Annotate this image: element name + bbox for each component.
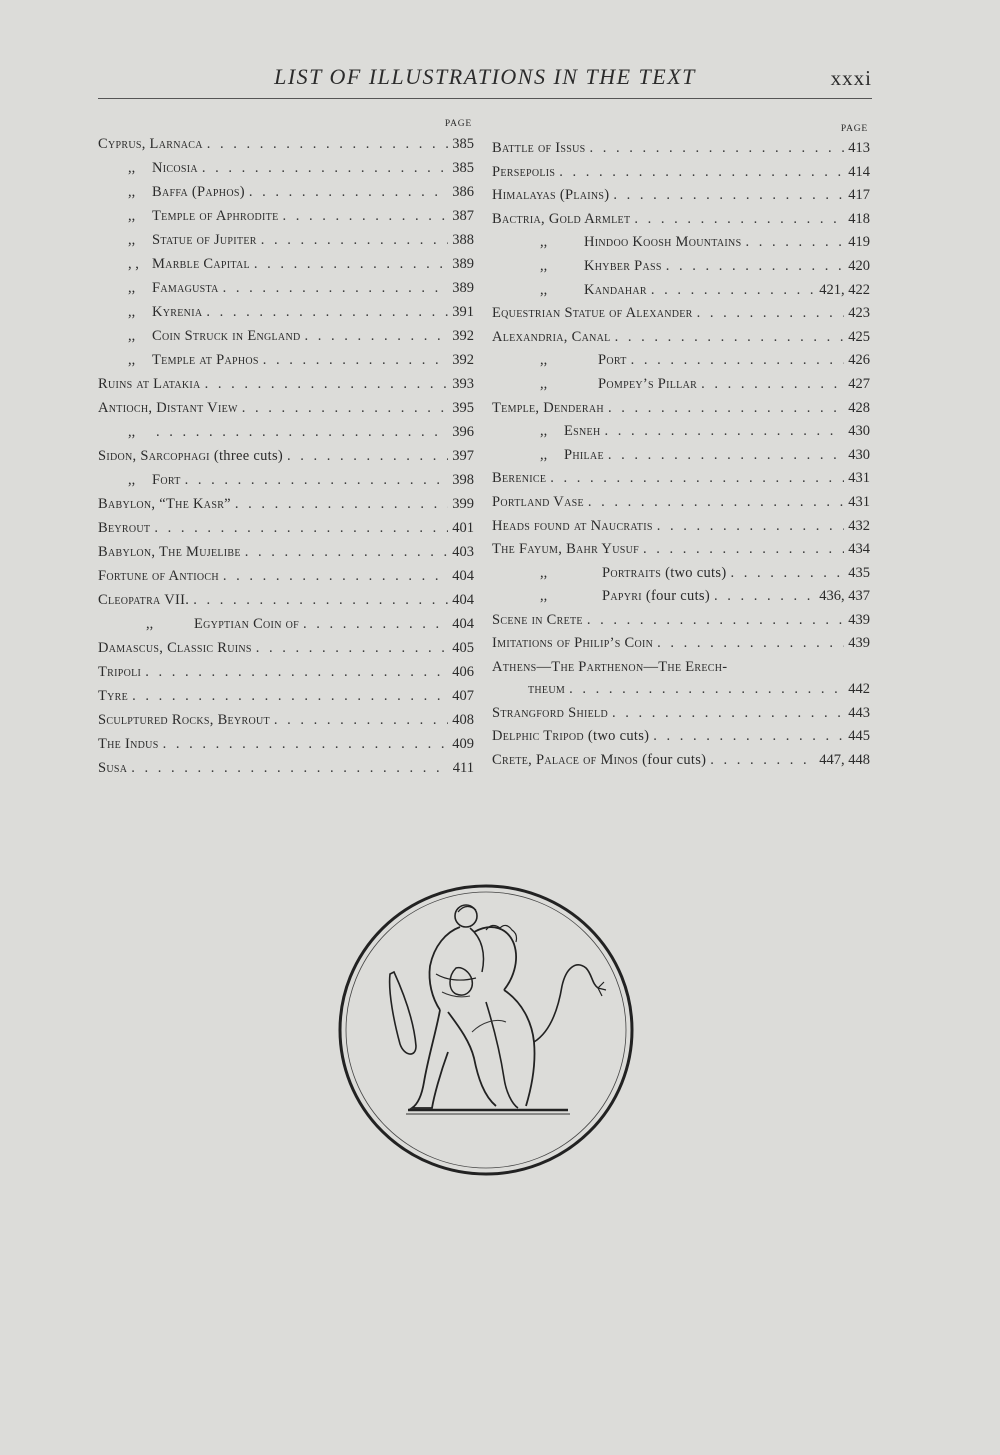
leader-dots	[256, 636, 449, 660]
entry-title: Fortune of Antioch	[98, 568, 219, 584]
ditto-mark: ,,	[540, 423, 548, 440]
page-ref: 421, 422	[819, 281, 870, 298]
page-header	[98, 58, 872, 99]
list-item	[98, 684, 474, 708]
heracles-wrestling-lion-gem-icon	[336, 882, 636, 1178]
page-ref: 411	[452, 760, 474, 776]
page-ref: 397	[452, 448, 474, 464]
entry-title: Statue of Jupiter	[152, 232, 257, 248]
list-item	[492, 137, 870, 161]
ditto-mark: ,,	[540, 352, 548, 369]
entry-title: Egyptian Coin of	[194, 616, 300, 632]
list-item	[98, 468, 474, 492]
entry-title: Fort	[152, 472, 181, 488]
ditto-mark: ,,	[128, 352, 136, 368]
entry-note: (two cuts)	[665, 564, 727, 581]
page-ref: 385	[452, 136, 474, 152]
leader-dots	[223, 276, 449, 300]
page-ref: 439	[848, 635, 870, 652]
page-ref: 430	[848, 446, 870, 463]
entry-title: Papyri	[602, 588, 642, 605]
page-ref: 442	[848, 681, 870, 698]
list-item	[492, 349, 870, 373]
leader-dots	[154, 516, 448, 540]
page-ref: 395	[452, 400, 474, 416]
page-ref: 407	[452, 688, 474, 704]
entry-title: Tyre	[98, 688, 129, 704]
page-ref: 425	[848, 328, 870, 345]
list-item	[492, 231, 870, 255]
page-ref: 392	[452, 352, 474, 368]
list-item	[492, 397, 870, 421]
page-ref: 391	[452, 304, 474, 320]
list-item	[98, 636, 474, 660]
leader-dots	[559, 161, 844, 185]
page-ref: 409	[452, 736, 474, 752]
ditto-mark: ,,	[128, 328, 136, 344]
list-item	[492, 515, 870, 539]
entry-title: Hindoo Koosh Mountains	[584, 234, 742, 251]
entry-title: Athens—The Parthenon—The Erech-	[492, 659, 728, 676]
list-item	[492, 678, 870, 702]
leader-dots	[608, 444, 844, 468]
list-item	[492, 444, 870, 468]
list-item	[98, 564, 474, 588]
list-item	[98, 420, 474, 444]
list-item	[98, 396, 474, 420]
list-item	[492, 279, 870, 303]
leader-dots	[615, 326, 845, 350]
list-item	[492, 725, 870, 749]
list-item	[98, 444, 474, 468]
page-ref: 427	[848, 375, 870, 392]
page-ref: 389	[452, 280, 474, 296]
ditto-mark: ,,	[128, 208, 136, 224]
page-ref: 404	[452, 568, 474, 584]
ditto-mark: ,,	[540, 564, 548, 581]
entry-title: Ruins at Latakia	[98, 376, 201, 392]
entry-note: (three cuts)	[213, 448, 284, 464]
right-column	[492, 121, 870, 772]
list-item	[98, 348, 474, 372]
leader-dots	[282, 204, 448, 228]
leader-dots	[587, 609, 844, 633]
page-ref: 435	[848, 564, 870, 581]
list-item	[492, 208, 870, 232]
entry-title: Esneh	[564, 423, 601, 440]
list-item	[492, 491, 870, 515]
list-item	[98, 660, 474, 684]
leader-dots	[131, 756, 449, 780]
page-ref: 431	[848, 493, 870, 510]
entry-title: Kandahar	[584, 281, 647, 298]
list-item	[98, 612, 474, 636]
entry-title: Antioch, Distant View	[98, 400, 238, 416]
entry-title: Damascus, Classic Ruins	[98, 640, 252, 656]
entry-title: Cyprus, Larnaca	[98, 136, 203, 152]
leader-dots	[205, 372, 449, 396]
entry-note: (two cuts)	[587, 728, 650, 745]
leader-dots	[185, 468, 449, 492]
leader-dots	[132, 684, 448, 708]
list-item	[98, 372, 474, 396]
list-item	[492, 749, 870, 773]
entry-title: Nicosia	[152, 160, 198, 176]
list-item	[492, 562, 870, 586]
ditto-mark: ,,	[128, 232, 136, 248]
page-ref: 439	[848, 611, 870, 628]
entry-title: Imitations of Philip’s Coin	[492, 635, 654, 652]
leader-dots	[223, 564, 448, 588]
entry-title: Pompey’s Pillar	[598, 375, 698, 392]
entry-title: Famagusta	[152, 280, 219, 296]
entry-note: (four cuts)	[645, 588, 710, 605]
leader-dots	[274, 708, 448, 732]
page-ref: 432	[848, 517, 870, 534]
leader-dots	[163, 732, 449, 756]
entry-title: Marble Capital	[152, 256, 250, 272]
ditto-mark: ,,	[128, 472, 136, 488]
ditto-mark: ,,	[540, 375, 548, 392]
entry-title: Tripoli	[98, 664, 142, 680]
page-ref: 404	[452, 616, 474, 632]
page-ref: 396	[452, 424, 474, 440]
page-ref: 414	[848, 163, 870, 180]
leader-dots	[305, 324, 449, 348]
leader-dots	[634, 208, 844, 232]
leader-dots	[666, 255, 845, 279]
entry-title: Philae	[564, 446, 604, 463]
page-ref: 399	[452, 496, 474, 512]
page-ref: 385	[452, 160, 474, 176]
list-item	[492, 184, 870, 208]
leader-dots	[613, 184, 844, 208]
list-item	[98, 300, 474, 324]
list-item	[98, 276, 474, 300]
list-item	[492, 632, 870, 656]
leader-dots	[193, 588, 448, 612]
leader-dots	[206, 300, 448, 324]
list-item	[492, 420, 870, 444]
ditto-mark: ,,	[146, 616, 154, 632]
entry-title: Baffa (Paphos)	[152, 184, 245, 200]
list-item	[98, 756, 474, 780]
entry-title: Port	[598, 352, 627, 369]
list-item	[98, 516, 474, 540]
leader-dots	[261, 228, 449, 252]
entry-title: Sculptured Rocks, Beyrout	[98, 712, 270, 728]
page-ref: 398	[452, 472, 474, 488]
page-ref: 405	[452, 640, 474, 656]
ditto-mark: , ,	[128, 256, 139, 272]
entry-title: Berenice	[492, 470, 547, 487]
entry-title: Temple, Denderah	[492, 399, 604, 416]
list-item	[492, 702, 870, 726]
list-item	[492, 302, 870, 326]
page-ref: 408	[452, 712, 474, 728]
page-ref: 423	[848, 305, 870, 322]
page-ref: 406	[452, 664, 474, 680]
ditto-mark: ,,	[540, 446, 548, 463]
leader-dots	[569, 678, 844, 702]
leader-dots	[249, 180, 448, 204]
list-item	[492, 656, 870, 678]
entry-title: Persepolis	[492, 163, 556, 180]
page-ref: 417	[848, 187, 870, 204]
list-item	[98, 492, 474, 516]
entry-title: Alexandria, Canal	[492, 328, 611, 345]
entry-title: Delphic Tripod	[492, 728, 584, 745]
entry-title: Heads found at Naucratis	[492, 517, 653, 534]
list-item	[98, 324, 474, 348]
ditto-mark: ,,	[128, 424, 136, 440]
leader-dots	[588, 491, 844, 515]
page-column-label: PAGE	[840, 124, 868, 134]
entry-title: Kyrenia	[152, 304, 203, 320]
leader-dots	[701, 373, 844, 397]
leader-dots	[590, 137, 845, 161]
ditto-mark: ,,	[540, 588, 548, 605]
entry-title: theum	[528, 681, 566, 698]
page-ref: 388	[452, 232, 474, 248]
page-number: xxxi	[830, 66, 872, 90]
list-item	[98, 228, 474, 252]
entry-title: Susa	[98, 760, 128, 776]
list-item	[98, 156, 474, 180]
entry-title: Temple of Aphrodite	[152, 208, 279, 224]
leader-dots	[730, 562, 844, 586]
leader-dots	[657, 632, 844, 656]
leader-dots	[287, 444, 448, 468]
leader-dots	[651, 279, 815, 303]
entry-title: Portland Vase	[492, 493, 584, 510]
page-ref: 426	[848, 352, 870, 369]
entry-title: Temple at Paphos	[152, 352, 259, 368]
page-ref: 392	[452, 328, 474, 344]
page-ref: 430	[848, 423, 870, 440]
list-item	[98, 204, 474, 228]
leader-dots	[202, 156, 448, 180]
ditto-mark: ,,	[128, 304, 136, 320]
leader-dots	[145, 660, 448, 684]
entry-title: Crete, Palace of Minos	[492, 751, 639, 768]
entry-title: Himalayas (Plains)	[492, 187, 610, 204]
page-ref: 404	[452, 592, 474, 608]
list-item	[492, 255, 870, 279]
leader-dots	[653, 725, 844, 749]
page-ref: 447, 448	[819, 751, 870, 768]
page-ref: 393	[452, 376, 474, 392]
list-item	[98, 708, 474, 732]
page-ref: 386	[452, 184, 474, 200]
entry-title: Cleopatra VII.	[98, 592, 190, 608]
entry-title: The Fayum, Bahr Yusuf	[492, 541, 639, 558]
entry-note: (four cuts)	[642, 751, 707, 768]
leader-dots	[604, 420, 844, 444]
page-ref: 436, 437	[819, 588, 870, 605]
page-ref: 387	[452, 208, 474, 224]
entry-title: Portraits	[602, 564, 662, 581]
page-ref: 428	[848, 399, 870, 416]
leader-dots	[710, 749, 815, 773]
ditto-mark: ,,	[128, 280, 136, 296]
page-ref: 418	[848, 210, 870, 227]
left-column	[98, 116, 474, 780]
page-ref: 443	[848, 704, 870, 721]
leader-dots	[235, 492, 448, 516]
ditto-mark: ,,	[540, 257, 548, 274]
page-ref: 389	[452, 256, 474, 272]
page-ref: 420	[848, 257, 870, 274]
list-item	[492, 467, 870, 491]
leader-dots	[745, 231, 844, 255]
entry-title: Bactria, Gold Armlet	[492, 210, 631, 227]
entry-title: Khyber Pass	[584, 257, 662, 274]
page-ref: 445	[848, 728, 870, 745]
entry-title: Beyrout	[98, 520, 151, 536]
leader-dots	[550, 467, 844, 491]
left-entry-list	[98, 132, 474, 780]
leader-dots	[643, 538, 844, 562]
list-item	[492, 538, 870, 562]
leader-dots	[697, 302, 845, 326]
entry-title: Battle of Issus	[492, 140, 586, 156]
leader-dots	[608, 397, 844, 421]
leader-dots	[245, 540, 448, 564]
ditto-mark: ,,	[128, 184, 136, 200]
list-item	[98, 540, 474, 564]
leader-dots	[631, 349, 845, 373]
page-ref: 401	[452, 520, 474, 536]
leader-dots	[714, 585, 815, 609]
entry-title: Coin Struck in England	[152, 328, 301, 344]
page-ref: 434	[848, 541, 870, 558]
leader-dots	[242, 396, 449, 420]
leader-dots	[254, 252, 448, 276]
page-ref: 413	[848, 140, 870, 156]
leader-dots	[263, 348, 448, 372]
entry-title: Babylon, The Mujelibe	[98, 544, 241, 560]
entry-title: Scene in Crete	[492, 611, 583, 628]
list-item	[98, 252, 474, 276]
page-ref: 403	[452, 544, 474, 560]
list-item	[492, 609, 870, 633]
leader-dots	[156, 420, 448, 444]
list-item	[492, 326, 870, 350]
entry-title: Sidon, Sarcophagi	[98, 448, 210, 464]
list-item	[98, 588, 474, 612]
list-item	[492, 585, 870, 609]
list-item	[492, 373, 870, 397]
page-ref: 431	[848, 470, 870, 487]
entry-title: Equestrian Statue of Alexander	[492, 305, 693, 322]
list-item	[492, 161, 870, 185]
right-entry-list	[492, 137, 870, 772]
list-item	[98, 132, 474, 156]
ditto-mark: ,,	[540, 234, 548, 251]
list-item	[98, 732, 474, 756]
page-column-label: PAGE	[444, 119, 472, 129]
list-item	[98, 180, 474, 204]
leader-dots	[612, 702, 844, 726]
leader-dots	[657, 515, 845, 539]
running-title: LIST OF ILLUSTRATIONS IN THE TEXT	[274, 64, 696, 89]
entry-title: The Indus	[98, 736, 159, 752]
leader-dots	[207, 132, 449, 156]
ditto-mark: ,,	[540, 281, 548, 298]
entry-title: Strangford Shield	[492, 704, 608, 721]
page-ref: 419	[848, 234, 870, 251]
entry-title: Babylon, “The Kasr”	[98, 496, 231, 512]
ditto-mark: ,,	[128, 160, 136, 176]
leader-dots	[303, 612, 448, 636]
